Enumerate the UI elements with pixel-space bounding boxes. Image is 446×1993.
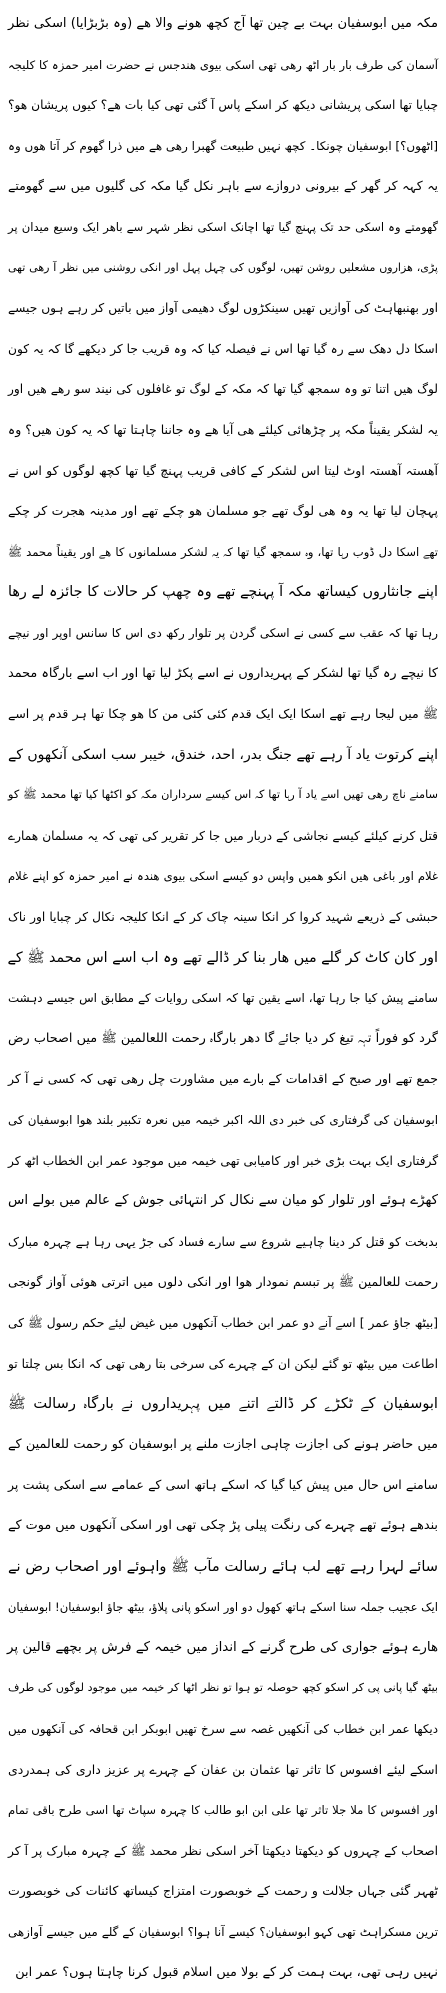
text-line: میں حاضر ہونے کی اجازت چاہی اجازت ملنے پر ابوسفیان کو رحمت للعالمین کے: [8, 1425, 438, 1466]
text-line: کھڑے ہوئے اور تلوار کو میان سے نکال کر انتہائی جوش کے عالم میں بولے اس: [8, 1181, 438, 1222]
text-line: جمع تھے اور صبح کے اقدامات کے بارے میں مشاورت چل رھی تھی کہ کسی نے آ کر: [8, 1059, 438, 1100]
text-line: ﷺ میں لیجا رہے تھے اسکا ایک ایک قدم کئی کئی من کا ھو چکا تھا ہر قدم پر اسے: [8, 694, 438, 735]
text-line: لوگ ھیں اتنا تو وہ سمجھ گیا تھا کہ مکہ کے لوگ تو غافلوں کی نیند سو رھے ھیں اور: [8, 369, 438, 410]
text-line: یہ لشکر یقیناً مکہ پر چڑھائی کیلئے ھی آیا ھے وہ جاننا چاہتا تھا کہ یہ کون ھیں؟ وہ: [8, 410, 438, 451]
text-line: گھومتے وہ اسکی حد تک پہنچ گیا تھا اچانک اسکی نظر شہر سے باھر ایک وسیع میدان پر: [8, 207, 438, 248]
text-line: سائے لہرا رہے تھے لب ہائے رسالت مآب ﷺ واہوئے اور اصحاب رض نے: [8, 1547, 438, 1588]
text-line: تھے اسکا دل ڈوب رہا تھا، وہ سمجھ گیا تھا کہ یہ لشکر مسلمانوں کا ھے اور یقیناً محمد ﷺ: [8, 532, 438, 573]
text-line: سامنے ناچ رھی تھیں اسے یاد آ رہا تھا کہ اس کیسے سرداران مکہ کو اکٹھا کیا تھا محمد ﷺ کو: [8, 775, 438, 816]
text-line: ابوسفیان کے ٹکڑے کر ڈالتے اتنے میں پہریداروں نے بارگاہ رسالت ﷺ: [8, 1384, 438, 1425]
text-line: بندھے ہوئے تھے چہرے کی رنگت پیلی پڑ چکی تھی اور اسکی آنکھوں میں موت کے: [8, 1506, 438, 1547]
text-line: رہا تھا کہ عقب سے کسی نے اسکی گردن پر تلوار رکھ دی اس کا سانس اوپر اور نیچے: [8, 613, 438, 654]
text-line: آسمان کی طرف بار بار اٹھ رھی تھی اسکی بیوی ھندجس نے حضرت امیر حمزہ کا کلیجہ: [8, 45, 438, 86]
text-line: قتل کرنے کیلئے کیسے نجاشی کے دربار میں جا کر تقریر کی تھی کہ یہ مسلمان ھمارے: [8, 816, 438, 857]
text-line: گرد کو فوراً تہہ تیغ کر دیا جائے گا دھر بارگاہ رحمت اللعالمین ﷺ میں اصحاب رض: [8, 1019, 438, 1060]
text-line: پڑی، ھزاروں مشعلیں روشن تھیں، لوگوں کی چہل پہل اور انکی روشنی میں نظر آ رھی تھی: [8, 248, 438, 289]
text-line: ھارے ہوئے جواری کی طرح گرنے کے انداز میں خیمہ کے فرش پر بچھے قالین پر: [8, 1628, 438, 1669]
text-line: [بیٹھ جاؤ عمر ] اسے آنے دو عمر ابن خطاب آنکھوں میں غیض لیئے حکم رسول ﷺ کی: [8, 1303, 438, 1344]
text-line: اطاعت میں بیٹھ تو گئے لیکن ان کے چہرے کی سرخی بتا رھی تھی کہ انکا بس چلتا تو: [8, 1344, 438, 1385]
text-line: ترین مسکراہٹ تھی کہو ابوسفیان؟ کیسے آنا ہوا؟ ابوسفیان کے گلے میں جیسے آوازھی: [8, 1912, 438, 1953]
text-line: [اٹھوں؟] ابوسفیان چونکا۔ کچھ نہیں طبیعت گھبرا رھی ھے میں ذرا گھوم کر آتا ھوں وہ: [8, 126, 438, 167]
text-line: اور کان کاٹ کر گلے میں ھار بنا کر ڈالے تھے وہ اب اسے اس محمد ﷺ کے: [8, 938, 438, 979]
text-line: رحمت للعالمین ﷺ پر تبسم نمودار ھوا اور انکی دلوں میں اترتی ھوئی آواز گونجی: [8, 1262, 438, 1303]
article-body: [8, 4, 438, 1993]
text-line: ابوسفیان کی گرفتاری کی خبر دی اللہ اکبر خیمہ میں نعرہ تکبیر بلند ھوا ابوسفیان کی: [8, 1100, 438, 1141]
text-line: ایک عجیب جملہ سنا اسکے ہاتھ کھول دو اور اسکو پانی پلاؤ، بیٹھ جاؤ ابوسفیان! ابوسفیان: [8, 1587, 438, 1628]
text-line: اسکا دل دھک سے رہ گیا تھا اس نے فیصلہ کیا کہ وہ قریب جا کر دیکھے گا کہ یہ کون: [8, 329, 438, 370]
text-line: پہچان لیا تھا یہ وہ ھی لوگ تھے جو مسلمان ھو چکے تھے اور مدینہ ھجرت کر چکے: [8, 491, 438, 532]
text-line: بدبخت کو قتل کر دینا چاہیے شروع سے سارے فساد کی جڑ یہی رہا ہے چہرہ مبارک: [8, 1222, 438, 1263]
text-line: گرفتاری ایک بہت بڑی خبر اور کامیابی تھی خیمہ میں موجود عمر ابن الخطاب اٹھ کر: [8, 1141, 438, 1182]
text-line: سامنے پیش کیا جا رہا تھا، اسے یقین تھا کہ اسکی روایات کے مطابق اس جیسے دہشت: [8, 978, 438, 1019]
text-line: اور بھنبھاہٹ کی آوازیں تھیں سینکڑوں لوگ دھیمی آواز میں باتیں کر رہے ہوں جیسے: [8, 288, 438, 329]
text-line: اپنے کرتوت یاد آ رہے تھے جنگ بدر، احد، خندق، خیبر سب اسکی آنکھوں کے: [8, 735, 438, 776]
text-line: نہیں رہی تھی، بہت ہمت کر کے بولا میں اسلام قبول کرنا چاہتا ہوں؟ عمر ابن: [8, 1953, 438, 1993]
text-line: اصحاب کے چہروں کو دیکھتا دیکھتا آخر اسکی نظر محمد ﷺ کے چہرہ مبارک پر آ کر: [8, 1831, 438, 1872]
text-line: چبایا تھا اسکی پریشانی دیکھ کر اسکے پاس آ گئی تھی کیا بات ھے؟ کیوں پریشان ھو؟: [8, 85, 438, 126]
text-line: سامنے اس حال میں پیش کیا گیا کہ اسکے ہاتھ اسی کے عمامے سے اسکی پشت پر: [8, 1465, 438, 1506]
text-line: ٹھہر گئی جہاں جلالت و رحمت کے خوبصورت امتزاج کیساتھ کائنات کی خوبصورت: [8, 1871, 438, 1912]
text-line: کا نیچے رہ گیا تھا لشکر کے پہریداروں نے اسے پکڑ لیا تھا اور اب اسے بارگاہ محمد: [8, 654, 438, 695]
text-line: یہ کہہ کر گھر کے بیرونی دروازے سے باہر نکل گیا مکہ کی گلیوں میں سے گھومتے: [8, 166, 438, 207]
text-line: غلام اور باغی ھیں انکو ھمیں واپس دو کیسے اسکی بیوی ھندہ نے امیر حمزہ کو اپنے غلام: [8, 856, 438, 897]
text-line: حبشی کے ذریعے شہید کروا کر انکا سینہ چاک کر کے انکا کلیجہ نکال کر چبایا اور ناک: [8, 897, 438, 938]
text-line: اسکے لیئے افسوس کا تاثر تھا عثمان بن عفان کے چہرے پر عزیز داری کی ہمدردی: [8, 1750, 438, 1791]
text-line: دیکھا عمر ابن خطاب کی آنکھیں غصہ سے سرخ تھیں ابوبکر ابن قحافہ کی آنکھوں میں: [8, 1709, 438, 1750]
text-line: بیٹھ گیا پانی پی کر اسکو کچھ حوصلہ تو ہوا تو نظر اٹھا کر خیمہ میں موجود لوگوں کی طرف: [8, 1668, 438, 1709]
text-line: اپنے جانثاروں کیساتھ مکہ آ پہنچے تھے وہ چھپ کر حالات کا جائزہ لے رھا: [8, 572, 438, 613]
text-line: مکہ میں ابوسفیان بہت بے چین تھا آج کچھ ھونے والا ھے (وہ بڑبڑایا) اسکی نظر: [8, 4, 438, 45]
text-line: آھستہ آھستہ اوٹ لیتا اس لشکر کے کافی قریب پہنچ گیا تھا کچھ لوگوں کو اس نے: [8, 451, 438, 492]
text-line: اور افسوس کا ملا جلا تاثر تھا علی ابن ابو طالب کا چہرہ سپاٹ تھا اسی طرح باقی تمام: [8, 1790, 438, 1831]
